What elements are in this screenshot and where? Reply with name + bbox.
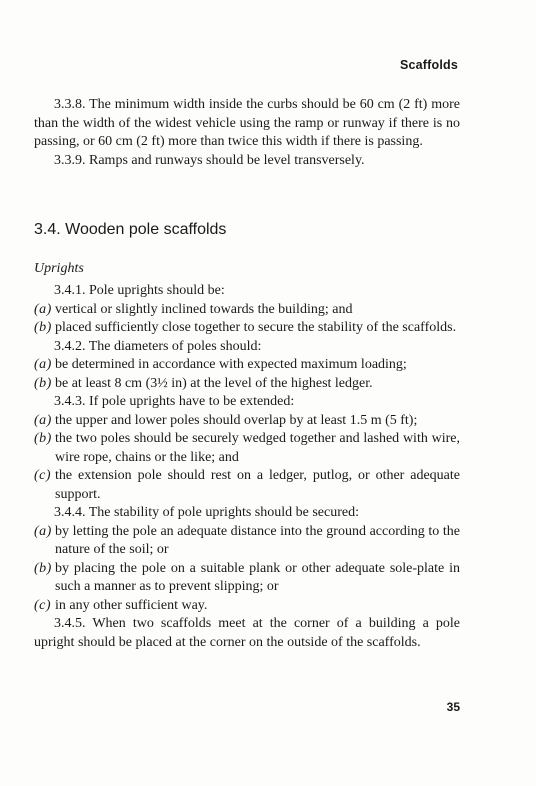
clauses-body [34, 282, 460, 652]
subheading: Uprights [34, 261, 84, 276]
paragraph-3-3-8: 3.3.8. The minimum width inside the curbs should be 60 cm (2 ft) more than the width of the widest vehicle using the ramp or runway if there is no passing, or 60 cm (2 ft) more than twice this width if there is passing. [34, 97, 460, 149]
list-item [34, 412, 460, 431]
item-label: (b) [34, 320, 52, 335]
paragraph-3-3-9: 3.3.9. Ramps and runways should be level transversely. [54, 152, 365, 168]
list-item [34, 301, 460, 320]
item-text: the two poles should be securely wedged together and lashed with wire, wire rope, chains or the like; and [55, 431, 460, 465]
item-text: be at least 8 cm (3½ in) at the level of the highest ledger. [55, 375, 373, 391]
item-text: in any other sufficient way. [55, 597, 208, 613]
item-label: (c) [34, 468, 52, 483]
clause-3-4-5: 3.4.5. When two scaffolds meet at the corner of a building a pole upright should be placed at the corner on the outside of the scaffolds. [34, 616, 460, 650]
list-item [34, 319, 460, 338]
clause-3-4-2: 3.4.2. The diameters of poles should: [54, 338, 262, 354]
item-label: (b) [34, 431, 52, 446]
item-label: (b) [34, 375, 52, 391]
item-text: vertical or slightly inclined towards the building; and [55, 301, 353, 317]
item-label: (a) [34, 357, 52, 372]
section-heading: 3.4. Wooden pole scaffolds [34, 221, 227, 238]
running-head: Scaffolds [399, 58, 458, 72]
clause-3-4-3: 3.4.3. If pole uprights have to be extended: [54, 394, 295, 409]
item-label: (a) [34, 301, 52, 317]
item-text: the upper and lower poles should overlap by at least 1.5 m (5 ft); [55, 412, 418, 428]
item-text: by placing the pole on a suitable plank or other adequate sole-plate in such a manner as to prevent slipping; or [55, 560, 460, 594]
list-item [34, 467, 460, 504]
clause-3-4-4: 3.4.4. The stability of pole uprights should be secured: [54, 505, 359, 520]
list-item [34, 356, 460, 375]
list-item [34, 430, 460, 467]
list-item [34, 375, 460, 394]
list-item [34, 560, 460, 597]
page-number: 35 [446, 700, 460, 714]
item-text: be determined in accordance with expected maximum loading; [55, 357, 407, 372]
item-label: (a) [34, 412, 52, 428]
list-item [34, 597, 460, 616]
clause-3-4-1: 3.4.1. Pole uprights should be: [54, 283, 225, 298]
list-item [34, 523, 460, 560]
item-label: (b) [34, 560, 52, 576]
item-text: by letting the pole an adequate distance into the ground according to the nature of the soil; or [55, 523, 460, 557]
item-text: placed sufficiently close together to secure the stability of the scaffolds. [55, 320, 457, 335]
item-label: (c) [34, 597, 52, 613]
item-text: the extension pole should rest on a ledger, putlog, or other adequate support. [55, 468, 460, 502]
paragraphs-top [34, 96, 460, 170]
item-label: (a) [34, 523, 52, 539]
